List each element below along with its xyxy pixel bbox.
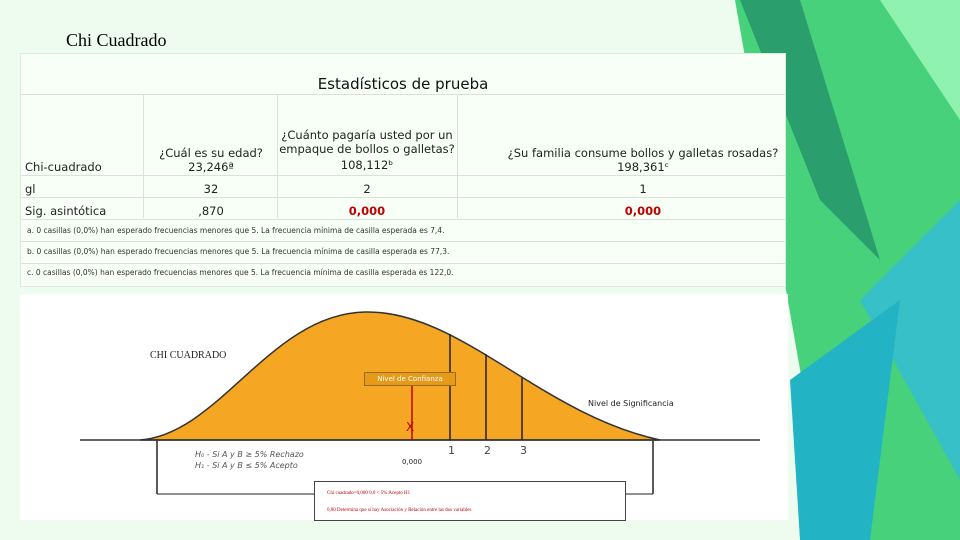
gl-value-age: 32 [203, 182, 219, 196]
figure-label: CHI CUADRADO [150, 350, 227, 361]
statistics-table [20, 53, 786, 287]
footnote-a: a. 0 casillas (0,0%) han esperado frecuencias menores que 5. La frecuencia mínima de casilla esperada es 7,4. [27, 226, 445, 235]
confidence-level-label: Nivel de Confianza [364, 372, 456, 386]
column-divider [277, 94, 278, 218]
gl-value-consumption: 1 [639, 182, 647, 196]
tick-label-2: 2 [484, 444, 491, 457]
row-divider [21, 263, 785, 264]
result-line-1: Chi cuadrado=0,000 0,0 < 5% Acepto H1 [327, 491, 411, 496]
slide-title: Chi Cuadrado [66, 30, 167, 50]
significance-level-label: Nivel de Significancia [588, 399, 674, 408]
gl-value-price: 2 [363, 182, 371, 196]
hypothesis-h1: H₁ - Si A y B ≤ 5% Acepto [195, 461, 298, 470]
sig-value-age: ,870 [198, 204, 224, 218]
sig-value-consumption: 0,000 [624, 204, 662, 218]
x-marker-label: X [406, 420, 415, 434]
column-header-price: ¿Cuánto pagaría usted por un empaque de bollos o galletas? [279, 128, 455, 156]
row-divider [21, 197, 785, 198]
result-line-2: 0,00 Determina que si hay Asociación y Relación entre las dos variables [327, 508, 472, 513]
chi-square-distribution-figure [20, 294, 788, 520]
tick-label-3: 3 [520, 444, 527, 457]
column-divider [143, 94, 144, 218]
result-box [314, 481, 626, 521]
row-label-gl: gl [25, 182, 36, 196]
row-divider [21, 175, 785, 176]
chi-value-age: 23,246ª [188, 160, 234, 174]
tick-label-1: 1 [448, 444, 455, 457]
row-label-chi-cuadrado: Chi-cuadrado [25, 160, 102, 174]
column-divider [457, 94, 458, 218]
table-heading: Estadísticos de prueba [21, 54, 785, 95]
zero-value-label: 0,000 [402, 458, 423, 466]
footnote-b: b. 0 casillas (0,0%) han esperado frecuencias menores que 5. La frecuencia mínima de casilla esperada es 77,3. [27, 247, 450, 256]
chi-value-price: 108,112ᵇ [340, 158, 394, 172]
sig-value-price: 0,000 [348, 204, 386, 218]
row-divider [21, 219, 785, 220]
footnote-c: c. 0 casillas (0,0%) han esperado frecuencias menores que 5. La frecuencia mínima de casilla esperada es 122,0. [27, 268, 454, 277]
row-divider [21, 241, 785, 242]
column-header-consumption: ¿Su familia consume bollos y galletas rosadas? [507, 146, 779, 160]
hypothesis-h0: H₀ - Si A y B ≥ 5% Rechazo [195, 450, 304, 459]
chi-value-consumption: 198,361ᶜ [617, 160, 669, 174]
column-header-age: ¿Cuál es su edad? [159, 146, 263, 160]
row-label-sig: Sig. asintótica [25, 204, 107, 218]
